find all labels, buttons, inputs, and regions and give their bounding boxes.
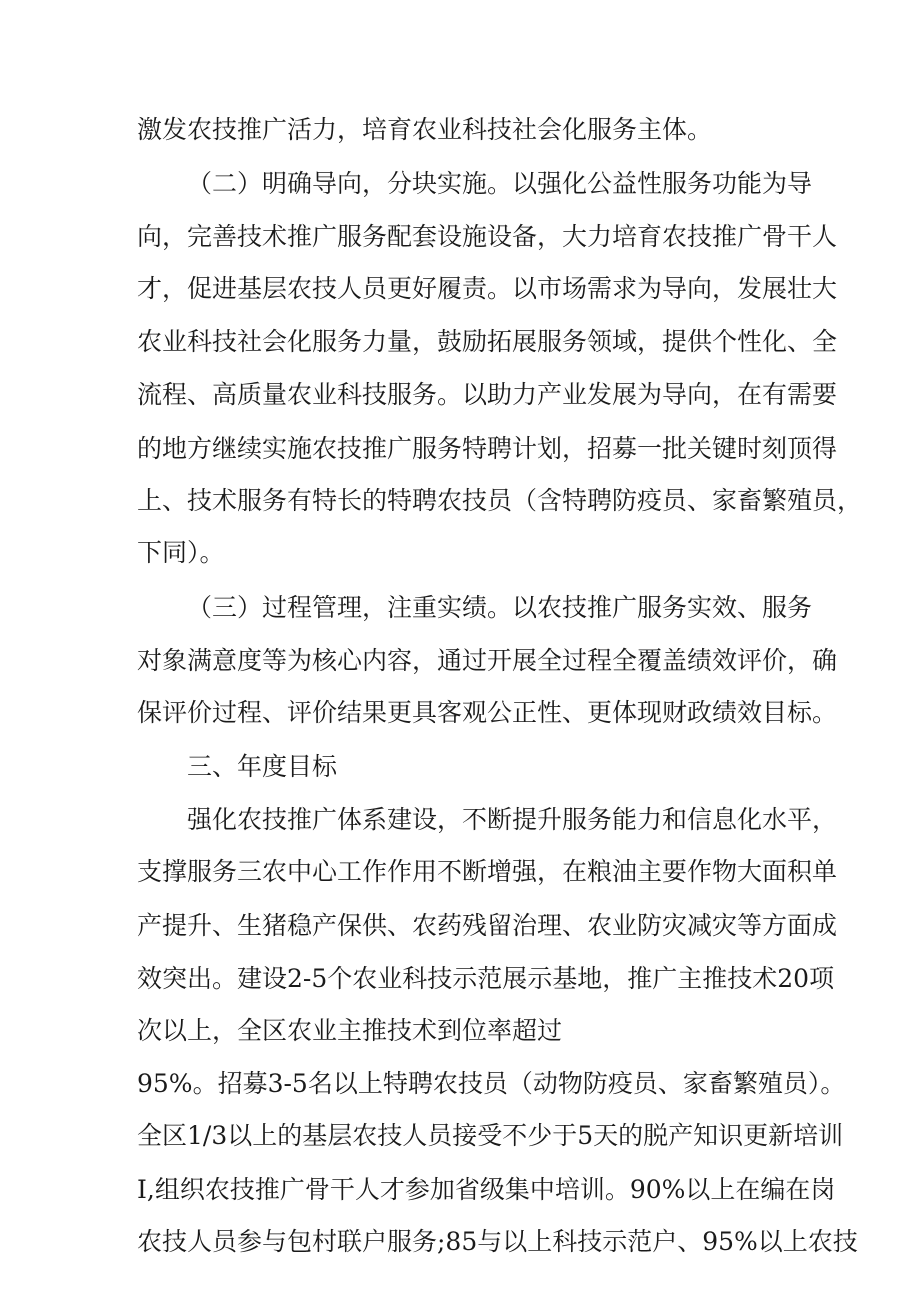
text-line: 支撑服务三农中心工作作用不断增强，在粮油主要作物大面积单: [137, 857, 838, 886]
text-line: 次以上，全区农业主推技术到位率超过: [137, 1016, 563, 1045]
text-line: 95%。招募3-5名以上特聘农技员（动物防疫员、家畜繁殖员）。: [137, 1069, 846, 1098]
text-line: 的地方继续实施农技推广服务特聘计划，招募一批关键时刻顶得: [137, 434, 838, 463]
text-line: 对象满意度等为核心内容，通过开展全过程全覆盖绩效评价，确: [137, 646, 838, 675]
text-line: I,组织农技推广骨干人才参加省级集中培训。90%以上在编在岗: [137, 1175, 836, 1204]
text-line: 向，完善技术推广服务配套设施设备，大力培育农技推广骨干人: [137, 222, 838, 251]
section-heading-3: （三）过程管理，注重实绩。以农技推广服务实效、服务: [187, 593, 813, 622]
text-line: 才，促进基层农技人员更好履责。以市场需求为导向，发展壮大: [137, 274, 838, 303]
text-line: 全区1/3以上的基层农技人员接受不少于5天的脱产知识更新培训: [137, 1121, 844, 1150]
text-line: 强化农技推广体系建设，不断提升服务能力和信息化水平，: [187, 805, 838, 834]
text-line: 激发农技推广活力，培育农业科技社会化服务主体。: [137, 115, 713, 144]
text-line: 流程、高质量农业科技服务。以助力产业发展为导向，在有需要: [137, 380, 838, 409]
text-line: 产提升、生猪稳产保供、农药残留治理、农业防灾减灾等方面成: [137, 911, 838, 940]
text-line: 效突出。建设2-5个农业科技示范展示基地，推广主推技术20项: [137, 964, 835, 993]
text-line: 保评价过程、评价结果更具客观公正性、更体现财政绩效目标。: [137, 698, 838, 727]
section-heading-2: （二）明确导向，分块实施。以强化公益性服务功能为导: [187, 169, 813, 198]
text-line: 上、技术服务有特长的特聘农技员（含特聘防疫员、家畜繁殖员，: [137, 486, 863, 515]
text-line: 农技人员参与包村联户服务;85与以上科技示范户、95%以上农技: [137, 1227, 858, 1256]
text-line: 下同）。: [137, 538, 225, 567]
chapter-heading: 三、年度目标: [187, 752, 338, 781]
text-line: 农业科技社会化服务力量，鼓励拓展服务领域，提供个性化、全: [137, 327, 838, 356]
